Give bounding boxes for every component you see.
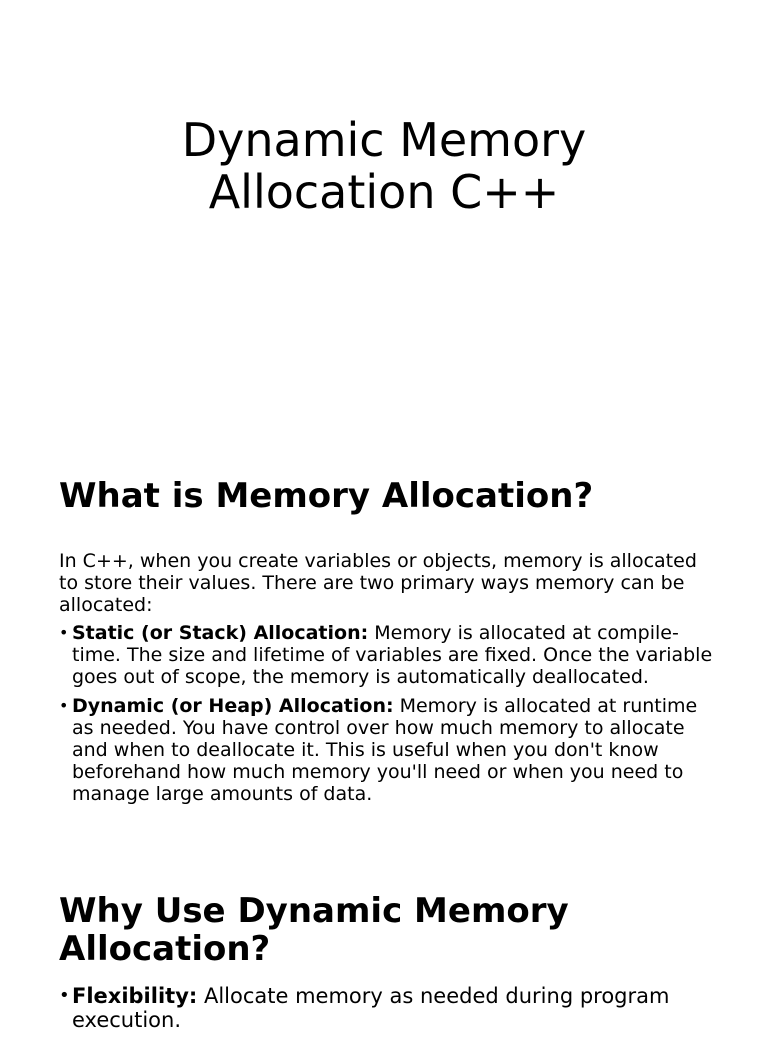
page-title bbox=[0, 114, 768, 218]
page-title-line-2: Allocation C++ bbox=[208, 165, 560, 219]
list-item bbox=[59, 984, 719, 1032]
bullet-term: Static (or Stack) Allocation: bbox=[72, 622, 369, 644]
bullet-icon: • bbox=[59, 623, 69, 642]
bullet-text: Memory is allocated at compile-time. The size and lifetime of variables are fixed. Once the variable goes out of scope, the memory is automatically deallocated. bbox=[72, 622, 713, 688]
bullet-icon: • bbox=[59, 985, 70, 1006]
allocation-types-list bbox=[59, 622, 719, 812]
section-heading-why-dynamic: Why Use Dynamic Memory Allocation? bbox=[59, 891, 569, 969]
list-item bbox=[59, 695, 719, 805]
bullet-term: Flexibility: bbox=[72, 984, 198, 1008]
bullet-text: Allocate memory as needed during program execution. bbox=[72, 984, 670, 1032]
page-title-line-1: Dynamic Memory bbox=[181, 113, 587, 167]
reasons-list bbox=[59, 984, 719, 1039]
list-item bbox=[59, 622, 719, 688]
bullet-icon: • bbox=[59, 696, 69, 715]
bullet-text: Memory is allocated at runtime as needed. You have control over how much memory to allocate and when to deallocate it. This is useful when you don't know beforehand how much memory you'll need or when you need to manage large amounts of data. bbox=[72, 695, 698, 805]
bullet-term: Dynamic (or Heap) Allocation: bbox=[72, 695, 394, 717]
section-heading-memory-allocation: What is Memory Allocation? bbox=[59, 476, 594, 516]
intro-paragraph: In C++, when you create variables or objects, memory is allocated to store their values. There are two primary ways memory can be allocated: bbox=[59, 550, 697, 616]
